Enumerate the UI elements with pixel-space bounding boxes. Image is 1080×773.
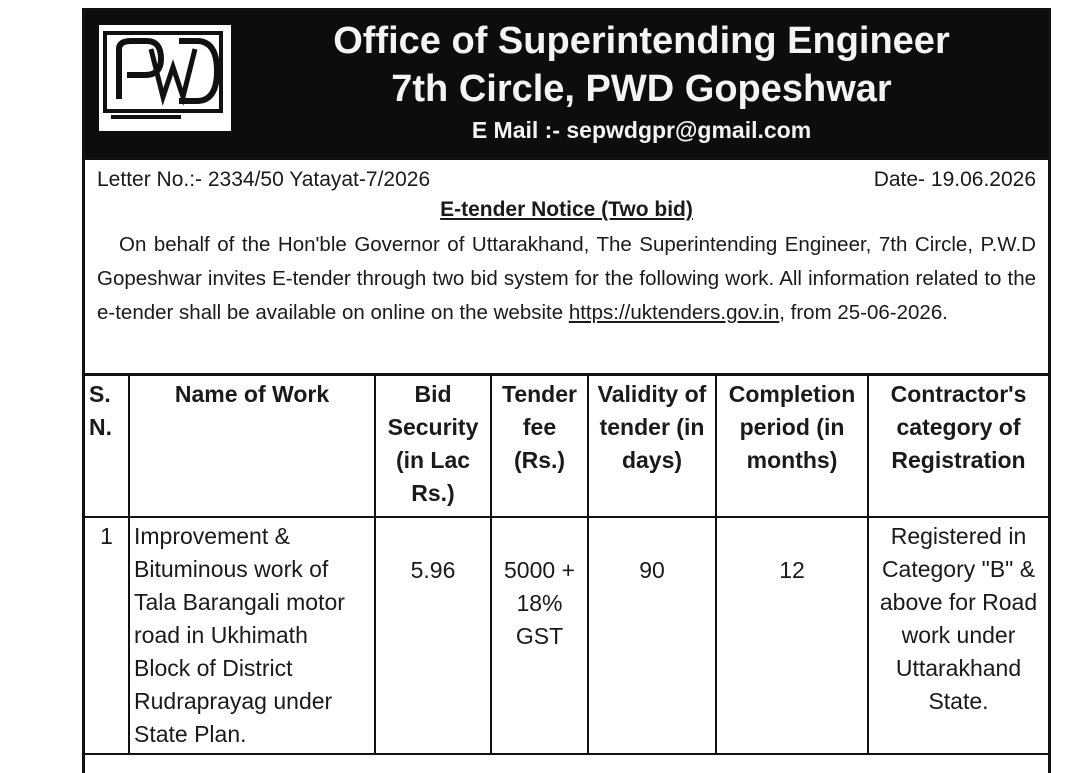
cell-validity: 90: [588, 517, 716, 754]
col-header-name: Name of Work: [129, 375, 375, 518]
table-row: [85, 517, 1048, 754]
office-title: Office of Superintending Engineer: [333, 20, 950, 62]
cell-tender-fee: 5000 + 18% GST: [491, 517, 588, 754]
notice-body: [85, 157, 1048, 330]
cell-completion: 12: [716, 517, 868, 754]
paragraph-end: , from 25-06-2026.: [779, 301, 948, 324]
notice-paragraph: [97, 228, 1036, 330]
col-header-bid-security: Bid Security (in Lac Rs.): [375, 375, 491, 518]
tender-table: [85, 373, 1048, 755]
letter-meta: [97, 160, 1036, 194]
cell-name-of-work: Improvement & Bituminous work of Tala Barangali motor road in Ukhimath Block of District Rudraprayag under State Plan.: [129, 517, 375, 754]
col-header-tender-fee: Tender fee (Rs.): [491, 375, 588, 518]
cell-sn: 1: [85, 517, 129, 754]
cell-bid-security: 5.96: [375, 517, 491, 754]
paragraph-main: On behalf of the Hon'ble Governor of Uttarakhand, The Superintending Engineer, 7th Circle, P.W.D Gopeshwar invites E-tender through two bid system for the following work. All information related to the e-tender shall be available on online on the website: [97, 233, 1036, 324]
col-header-completion: Completion period (in months): [716, 375, 868, 518]
notice-title: E-tender Notice (Two bid): [440, 198, 693, 221]
letter-number: Letter No.:- 2334/50 Yatayat-7/2026: [97, 168, 431, 191]
office-email: E Mail :- sepwdgpr@gmail.com: [471, 117, 812, 143]
pwd-logo: [99, 25, 231, 131]
website-link[interactable]: https://uktenders.gov.in: [568, 301, 780, 324]
office-header: [85, 11, 1048, 157]
cell-category: Registered in Category "B" & above for Road work under Uttarakhand State.: [868, 517, 1048, 754]
table-header-row: [85, 375, 1048, 518]
letter-date: Date- 19.06.2026: [873, 168, 1036, 191]
col-header-sn: S. N.: [85, 375, 129, 518]
office-subtitle: 7th Circle, PWD Gopeshwar: [391, 68, 892, 110]
col-header-category: Contractor's category of Registration: [868, 375, 1048, 518]
col-header-validity: Validity of tender (in days): [588, 375, 716, 518]
tender-notice: [82, 8, 1051, 773]
